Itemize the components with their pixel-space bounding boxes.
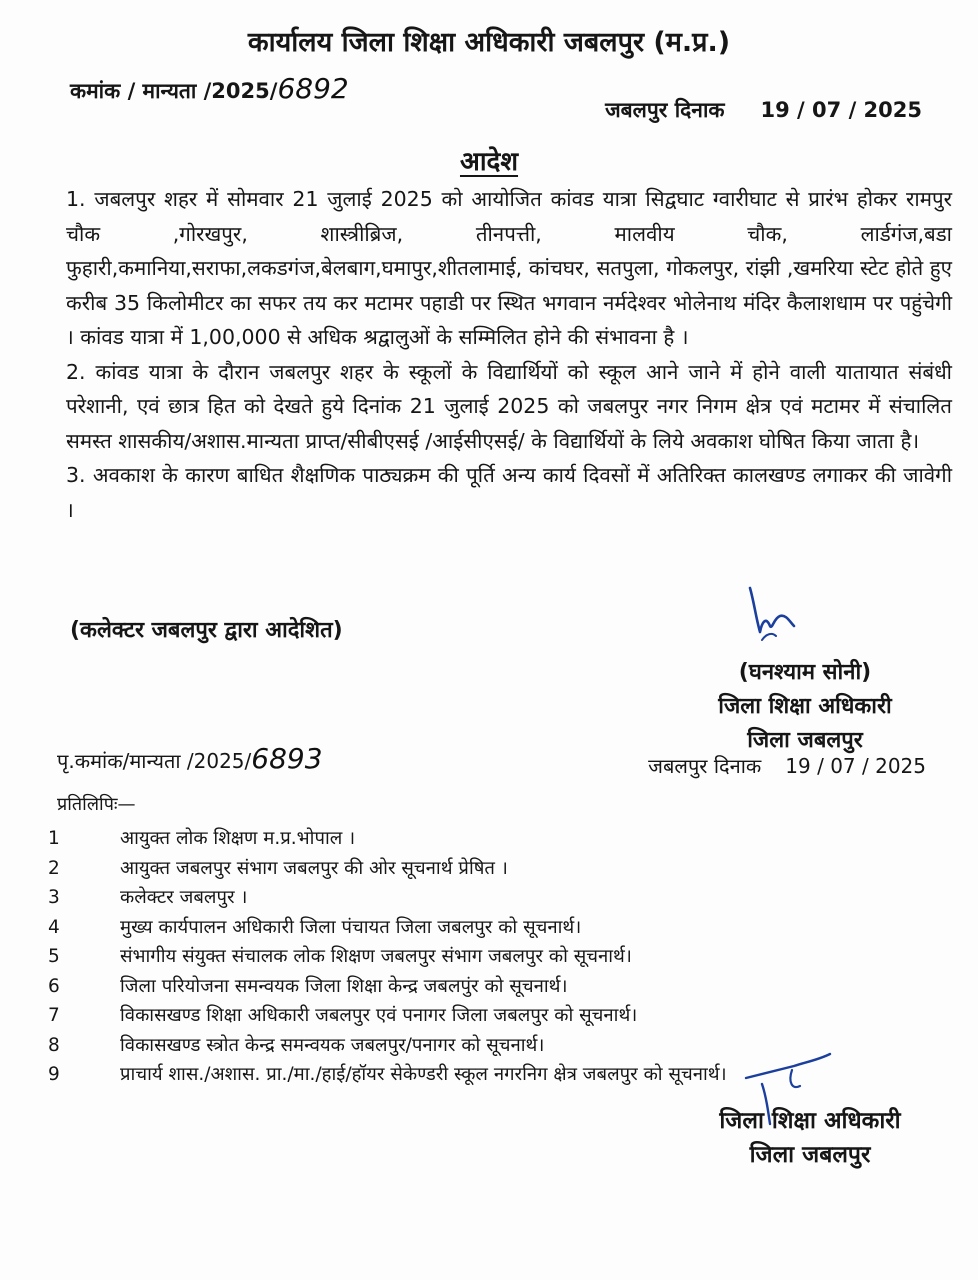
copy-date: 19 / 07 / 2025 xyxy=(785,754,926,778)
place-date-label: जबलपुर दिनाक xyxy=(605,98,725,122)
ordered-by-note: (कलेक्टर जबलपुर द्वारा आदेशित) xyxy=(70,618,343,643)
copy-date-line xyxy=(648,752,926,779)
recipient-text: विकासखण्ड शिक्षा अधिकारी जबलपुर एवं पनागर जिला जबलपुर को सूचनार्थ। xyxy=(120,1005,638,1026)
order-body xyxy=(66,182,952,527)
recipient-text: संभागीय संयुक्त संचालक लोक शिक्षण जबलपुर संभाग जबलपुर को सूचनार्थ। xyxy=(120,946,632,967)
signatory-block xyxy=(660,656,950,758)
list-item xyxy=(48,824,928,854)
copy-number-handwritten: 6893 xyxy=(251,742,323,775)
order-date-line xyxy=(605,96,922,124)
list-item xyxy=(48,854,928,884)
order-paragraph-3: 3. अवकाश के कारण बाधित शैक्षणिक पाठ्यक्रम की पूर्ति अन्य कार्य दिवसों में अतिरिक्त कालखण्ड लगाकर की जावेगी । xyxy=(66,463,952,522)
recipient-number: 3 xyxy=(48,887,60,908)
recipient-number: 7 xyxy=(48,1005,60,1026)
list-item xyxy=(48,1001,928,1031)
copy-signatory-designation: जिला शिक्षा अधिकारी xyxy=(719,1108,901,1134)
copy-signatory-block xyxy=(690,1104,930,1172)
list-item xyxy=(48,913,928,943)
recipient-text: विकासखण्ड स्त्रोत केन्द्र समन्वयक जबलपुर/पनागर को सूचनार्थ। xyxy=(120,1034,545,1056)
copy-heading: प्रतिलिपिः— xyxy=(57,794,136,815)
recipient-text: आयुक्त जबलपुर संभाग जबलपुर की ओर सूचनार्थ प्रेषित । xyxy=(120,857,508,879)
order-reference xyxy=(70,72,349,105)
recipient-text: मुख्य कार्यपालन अधिकारी जिला पंचायत जिला जबलपुर को सूचनार्थ। xyxy=(120,916,582,938)
recipient-number: 1 xyxy=(48,828,60,849)
signatory-name: (घनश्याम सोनी) xyxy=(738,660,872,685)
recipient-number: 5 xyxy=(48,946,60,967)
recipient-text: आयुक्त लोक शिक्षण म.प्र.भोपाल । xyxy=(120,828,356,849)
list-item xyxy=(48,972,928,1002)
copy-signatory-district: जिला जबलपुर xyxy=(749,1142,871,1168)
recipient-text: प्राचार्य शास./अशास. प्रा./मा./हाई/हॉयर सेकेण्डरी स्कूल नगरनिग क्षेत्र जबलपुर को सूचनार्थ। xyxy=(120,1064,727,1085)
copy-reference-text: पृ.कमांक/मान्यता /2025/ xyxy=(57,749,252,773)
order-heading-text: आदेश xyxy=(459,147,519,177)
list-item xyxy=(48,883,928,913)
signature-mark xyxy=(736,582,826,652)
order-heading xyxy=(0,142,978,178)
recipient-number: 6 xyxy=(48,975,60,997)
order-paragraph-2: 2. कांवड यात्रा के दौरान जबलपुर शहर के स्कूलों के विद्यार्थियों को स्कूल आने जाने में होने वाली यातायात संबंधी परेशानी, एवं छात्र हित को देखते हुये दिनांक 21 जुलाई 2025 को जबलपुर नगर निगम क्षेत्र एवं मटामर में संचालित समस्त शासकीय/अशास.मान्यता प्राप्त/सीबीएसई /आईसीएसई/ के विद्यार्थियों के लिये अवकाश घोषित किया जाता है। xyxy=(66,359,952,453)
list-item xyxy=(48,942,928,972)
signatory-district: जिला जबलपुर xyxy=(747,728,863,753)
office-title: कार्यालय जिला शिक्षा अधिकारी जबलपुर (म.प्र.) xyxy=(247,27,731,58)
order-number-handwritten: 6892 xyxy=(277,72,349,105)
recipient-number: 4 xyxy=(48,916,60,938)
copy-reference xyxy=(57,742,323,775)
recipient-number: 8 xyxy=(48,1034,60,1056)
recipient-number: 9 xyxy=(48,1064,60,1085)
order-reference-text: कमांक / मान्यता /2025/ xyxy=(70,79,278,103)
order-date: 19 / 07 / 2025 xyxy=(760,98,922,122)
recipient-number: 2 xyxy=(48,857,60,879)
recipient-text: जिला परियोजना समन्वयक जिला शिक्षा केन्द्र जबलपुंर को सूचनार्थ। xyxy=(120,975,568,997)
order-paragraph-1: 1. जबलपुर शहर में सोमवार 21 जुलाई 2025 को आयोजित कांवड यात्रा सिद्वघाट ग्वारीघाट से प्रारंभ होकर रामपुर चौक ,गोरखपुर, शास्त्रीब्रिज, तीनपत्ती, मालवीय चौक, लार्डगंज,बडा फुहारी,कमानिया,सराफा,लकडगंज,बेलबाग,घमापुर,शीतलामाई, कांचघर, सतपुला, गोकलपुर, रांझी ,खमरिया स्टेट होते हुए करीब 35 किलोमीटर का सफर तय कर मटामर पहाडी पर स्थित भगवान नर्मदेश्वर भोलेनाथ मंदिर कैलाशधाम पर पहुंचेगी । कांवड यात्रा में 1,00,000 से अधिक श्रद्वालुओं के सम्मिलित होने की संभावना है । xyxy=(66,187,952,349)
signatory-designation: जिला शिक्षा अधिकारी xyxy=(718,694,892,719)
recipient-text: कलेक्टर जबलपुर । xyxy=(120,887,248,908)
copy-place-date-label: जबलपुर दिनाक xyxy=(648,754,762,778)
